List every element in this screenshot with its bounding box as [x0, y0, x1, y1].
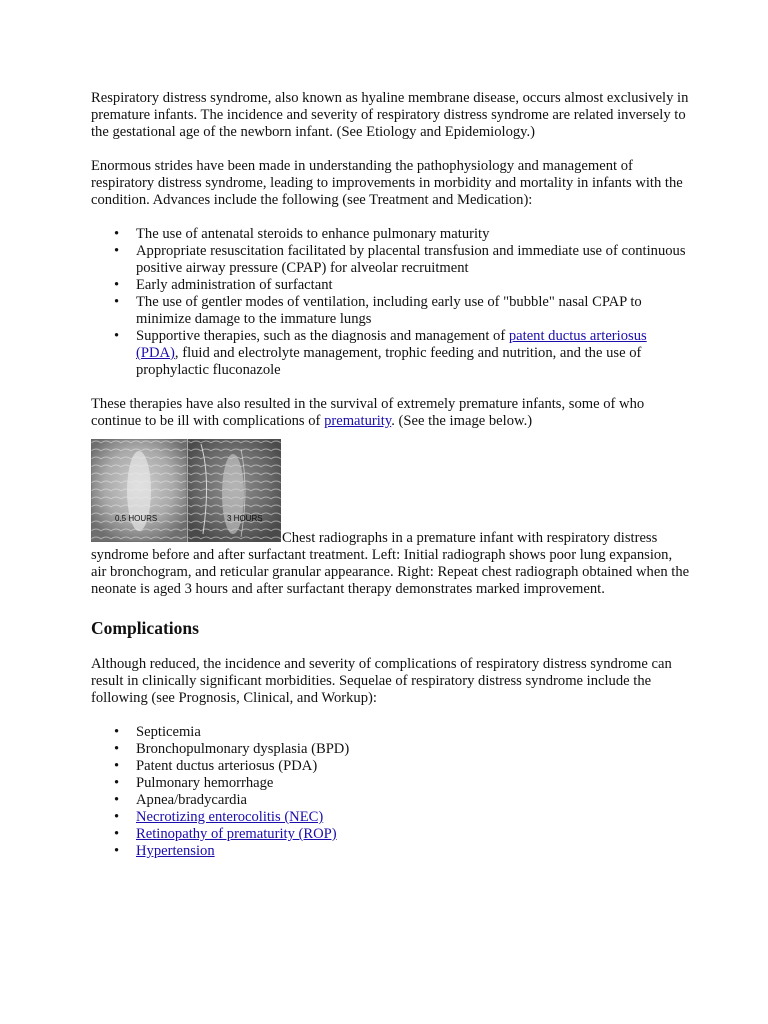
survival-text: These therapies have also resulted in the survival of extremely premature infants, some of who continue to be ill with complications of [91, 396, 645, 429]
list-item-text: , fluid and electrolyte management, trophic feeding and nutrition, and the use of prophylactic fluconazole [136, 345, 642, 378]
survival-paragraph [91, 396, 691, 430]
list-item [91, 843, 691, 860]
left-xray-label: 0.5 HOURS [115, 514, 158, 523]
list-item: • Patent ductus arteriosus (PDA) [91, 758, 691, 775]
advances-list [91, 226, 691, 379]
list-item: • Apnea/bradycardia [91, 792, 691, 809]
intro-paragraph-1: Respiratory distress syndrome, also known as hyaline membrane disease, occurs almost exclusively in premature infants. The incidence and severity of respiratory distress syndrome are related inversely to the gestational age of the newborn infant. (See Etiology and Epidemiology.) [91, 90, 689, 140]
document-page [91, 90, 691, 877]
nec-link[interactable]: Necrotizing enterocolitis (NEC) [136, 809, 324, 825]
list-item: • Appropriate resuscitation facilitated by placental transfusion and immediate use of continuous positive airway pressure (CPAP) for alveolar recruitment [91, 243, 691, 277]
list-item-text: Supportive therapies, such as the diagnosis and management of [136, 328, 509, 344]
figure-block [91, 439, 691, 598]
list-item: • Early administration of surfactant [91, 277, 691, 294]
complications-intro: Although reduced, the incidence and severity of complications of respiratory distress syndrome can result in clinically significant morbidities. Sequelae of respiratory distress syndrome include the following (see Prognosis, Clinical, and Workup): [91, 656, 672, 706]
list-item: • The use of gentler modes of ventilation, including early use of "bubble" nasal CPAP to minimize damage to the immature lungs [91, 294, 691, 328]
right-xray-label: 3 HOURS [227, 514, 263, 523]
figure-caption: Chest radiographs in a premature infant with respiratory distress syndrome before and after surfactant treatment. Left: Initial radiograph shows poor lung expansion, air bronchogram, and reticular granular appearance. Right: Repeat chest radiograph obtained when the neonate is aged 3 hours and after surfactant therapy demonstrates marked improvement. [91, 530, 690, 597]
list-item [91, 826, 691, 843]
list-item: • Pulmonary hemorrhage [91, 775, 691, 792]
complications-heading: Complications [91, 618, 199, 638]
list-item [91, 809, 691, 826]
list-item: • The use of antenatal steroids to enhance pulmonary maturity [91, 226, 691, 243]
list-item: • Septicemia [91, 724, 691, 741]
pda-link[interactable]: patent ductus arteriosus (PDA) [136, 328, 647, 361]
prematurity-link[interactable]: prematurity [324, 413, 392, 429]
hypertension-link[interactable]: Hypertension [136, 843, 215, 859]
list-item: • Bronchopulmonary dysplasia (BPD) [91, 741, 691, 758]
complications-list [91, 724, 691, 860]
intro-paragraph-2: Enormous strides have been made in understanding the pathophysiology and management of respiratory distress syndrome, leading to improvements in morbidity and mortality in infants with the condition. Advances include the following (see Treatment and Medication): [91, 158, 683, 208]
survival-text: . (See the image below.) [391, 413, 533, 429]
list-item [91, 328, 691, 379]
rop-link[interactable]: Retinopathy of prematurity (ROP) [136, 826, 337, 842]
chest-radiograph-image [91, 439, 281, 542]
